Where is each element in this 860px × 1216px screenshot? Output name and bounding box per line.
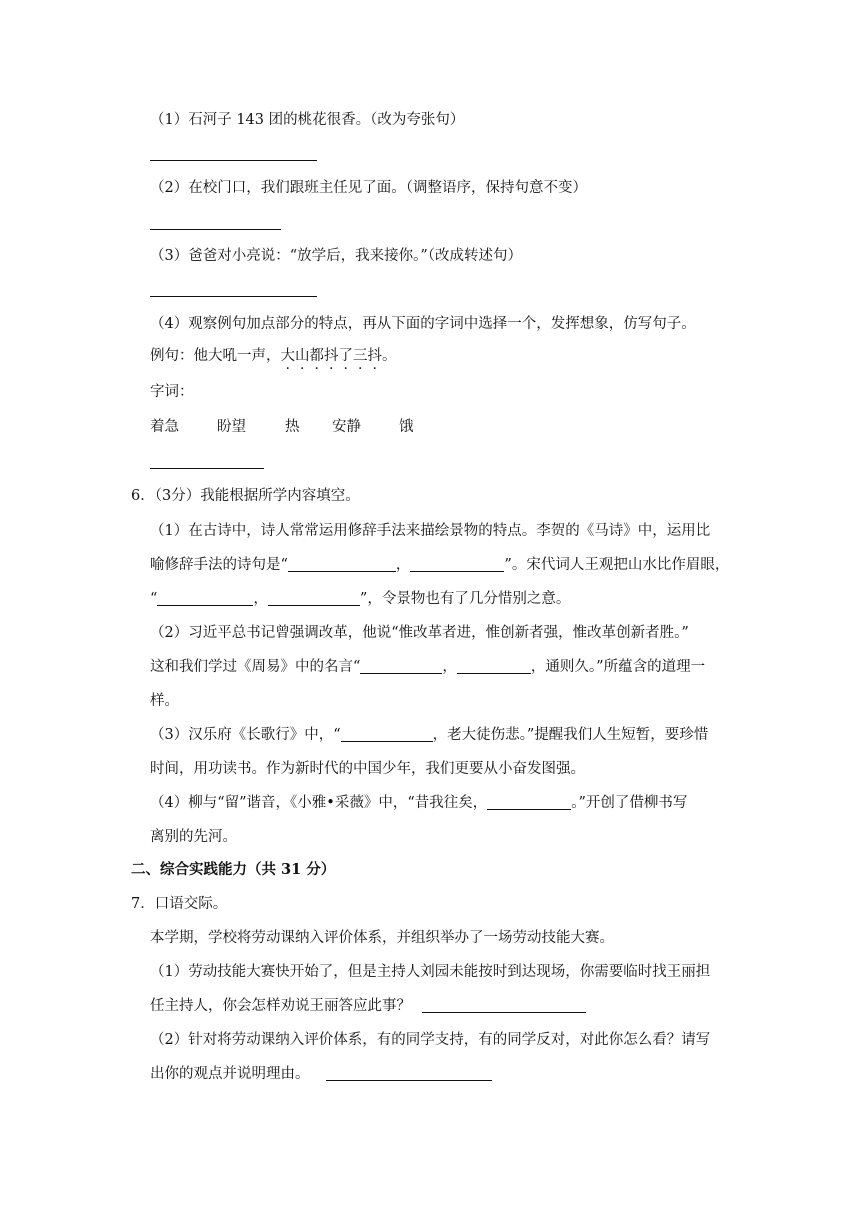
dotted-char: 都 (309, 348, 324, 364)
fill-blank[interactable] (487, 793, 571, 810)
word-choice: 热 (285, 419, 300, 435)
fill-blank[interactable] (341, 725, 433, 742)
q6-p1-line2 (150, 555, 729, 575)
q7-title: 7．口语交际。 (131, 896, 228, 912)
text-segment: ，通则久。”所蕴含的道理一 (530, 659, 706, 675)
text-segment: “ (150, 591, 158, 607)
q6-p4-line2: 离别的先河。 (150, 829, 237, 845)
text-segment: ， (395, 557, 411, 573)
fill-blank[interactable] (410, 555, 504, 572)
text-segment: 这和我们学过《周易》中的名言“ (150, 659, 361, 675)
fill-blank[interactable] (157, 589, 253, 606)
text-segment: ”。宋代词人王观把山水比作眉眼， (504, 557, 730, 573)
example-end: 。 (382, 348, 397, 364)
text-segment: （4）柳与“留”谐音，《小雅•采薇》中，“昔我往矣， (150, 795, 488, 811)
word-choice: 盼望 (217, 419, 246, 435)
dotted-char: 大 (280, 348, 295, 364)
q7-item-1-line1: （1）劳动技能大赛快开始了，但是主持人刘园未能按时到达现场，你需要临时找王丽担 (150, 964, 711, 980)
example-sentence (150, 346, 397, 366)
dotted-char: 三 (353, 348, 368, 364)
dotted-char: 抖 (367, 348, 382, 364)
fill-blank[interactable] (457, 657, 531, 674)
text-segment: （3）汉乐府《长歌行》中，“ (150, 727, 341, 743)
q6-p3-line2: 时间，用功读书。作为新时代的中国少年，我们更要从小奋发图强。 (150, 761, 585, 777)
text-segment: 出你的观点并说明理由。 (150, 1066, 310, 1082)
dotted-char: 抖 (324, 348, 339, 364)
q6-p1-line3 (150, 589, 570, 609)
dotted-char: 山 (295, 348, 310, 364)
answer-line-q5-2[interactable] (150, 229, 281, 230)
answer-line-q5-1[interactable] (150, 160, 317, 161)
q5-item-2: （2）在校门口，我们跟班主任见了面。（调整语序，保持句意不变） (150, 180, 587, 196)
fill-blank[interactable] (268, 589, 360, 606)
q6-p2-line3: 样。 (150, 693, 179, 709)
fill-blank[interactable] (422, 996, 586, 1013)
q6-p2-line1: （2）习近平总书记曾强调改革，他说“惟改革者进，惟创新者强，惟改革创新者胜。” (150, 625, 689, 641)
answer-line-q5-4[interactable] (150, 468, 264, 469)
answer-line-q5-3[interactable] (150, 296, 317, 297)
q6-p2-line2 (150, 657, 705, 677)
text-segment: 。”开创了借柳书写 (571, 795, 688, 811)
section-heading: 二、综合实践能力（共 31 分） (131, 861, 336, 878)
q6-p3-line1 (150, 725, 708, 745)
q7-item-2-line1: （2）针对将劳动课纳入评价体系，有的同学支持，有的同学反对，对此你怎么看？请写 (150, 1032, 711, 1048)
q6-p1-line1: （1）在古诗中，诗人常常运用修辞手法来描绘景物的特点。李贺的《马诗》中，运用比 (150, 523, 711, 539)
fill-blank[interactable] (288, 555, 396, 572)
q7-item-1-line2 (150, 996, 586, 1016)
word-choice: 饿 (399, 419, 414, 435)
text-segment: ”，令景物也有了几分惜别之意。 (359, 591, 571, 607)
q5-item-3: （3）爸爸对小亮说：“放学后，我来接你。”（改成转述句） (150, 248, 523, 264)
word-choice: 安静 (332, 419, 361, 435)
q7-item-2-line2 (150, 1064, 492, 1084)
text-segment: 喻修辞手法的诗句是“ (150, 557, 288, 573)
example-prefix: 例句：他大吼一声， (150, 348, 281, 364)
q7-intro: 本学期，学校将劳动课纳入评价体系，并组织举办了一场劳动技能大赛。 (150, 930, 614, 946)
q5-item-1: （1）石河子 143 团的桃花很香。（改为夸张句） (150, 112, 465, 128)
text-segment: ，老大徒伤悲。”提醒我们人生短暂，要珍惜 (432, 727, 709, 743)
dotted-char: 了 (338, 348, 353, 364)
fill-blank[interactable] (360, 657, 442, 674)
q5-item-4: （4）观察例句加点部分的特点，再从下面的字词中选择一个，发挥想象，仿写句子。 (150, 316, 696, 332)
word-choice: 着急 (150, 419, 179, 435)
text-segment: ， (442, 659, 457, 675)
q6-p4-line1 (150, 793, 687, 813)
fill-blank[interactable] (326, 1064, 492, 1081)
q6-title: 6．（3分）我能根据所学内容填空。 (131, 488, 360, 504)
words-label: 字词： (150, 384, 194, 400)
text-segment: ， (253, 591, 268, 607)
text-segment: 任主持人，你会怎样劝说王丽答应此事？ (150, 998, 411, 1014)
